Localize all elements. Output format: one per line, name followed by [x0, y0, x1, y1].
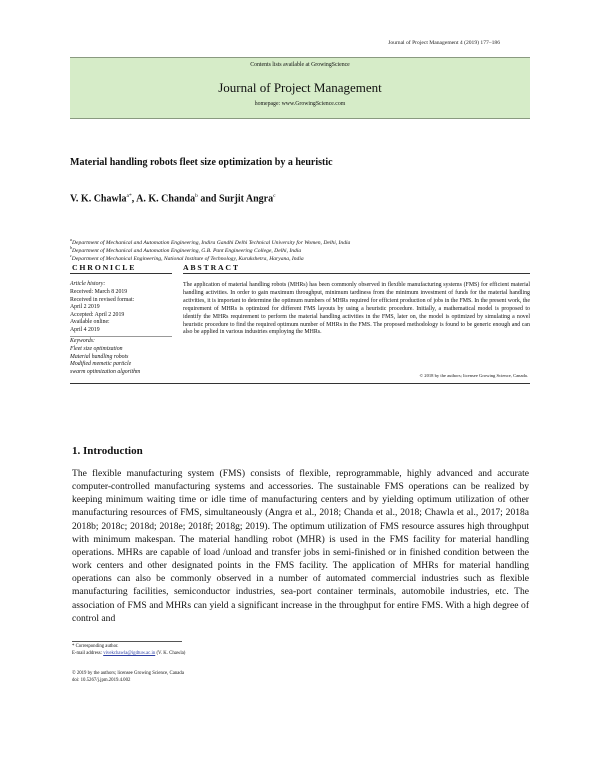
email-link[interactable]: vivekchawla@igdtuw.ac.in: [103, 651, 156, 656]
history-entry: Received: March 8 2019: [70, 289, 128, 295]
abstract-heading: ABSTRACT: [183, 263, 240, 272]
history-label: Article history:: [70, 281, 106, 287]
author-list: [70, 193, 276, 204]
affiliation-text: Department of Mechanical and Automation Engineering, Indira Gandhi Delhi Technical University for Women, Delhi, India: [72, 239, 351, 246]
doi: doi: 10.5267/j.jpm.2019.4.002: [72, 678, 131, 683]
keyword: swarm optimization algorithm: [70, 368, 141, 375]
email-footnote: [72, 651, 185, 656]
history-entry: Available online:: [70, 319, 110, 325]
abstract-rule: [183, 273, 530, 274]
running-head: Journal of Project Management 4 (2019) 177–186: [388, 40, 500, 46]
author-affiliation-mark: a*: [126, 193, 132, 199]
contents-availability-line: Contents lists available at GrowingScience: [250, 62, 350, 68]
abstract-text: The application of material handling robots (MHRs) has been commonly observed in flexible manufacturing systems (FMS) for efficient material handling activities. In order to gain maximum throughput, minimum tardiness from the minimum investment of funds for the material handling activities, it is important to determine the optimum numbers of MHRs required for efficient production of jobs in the FMS. In the present work, the requirement of MHRs is optimized for different FMS layouts by using a heuristic procedure. Initially, a mathematical model is proposed to identify the MHRs requirement to perform the material handling activities in the FMS, later on, the model is optimized by simulating a novel heuristic procedure to find the required optimum number of MHRs in the FMS. The proposed methodology is found to be generic enough and can also be applied in various industries employing the MHRs.: [183, 282, 530, 336]
footnote-rule: [72, 641, 182, 642]
history-entry: Accepted: April 2 2019: [70, 311, 125, 318]
keyword: Fleet size optimization: [70, 346, 123, 352]
author-name: Surjit Angra: [218, 193, 274, 205]
email-owner: (V. K. Chawla): [156, 651, 186, 656]
affiliation-mark: b: [70, 245, 72, 250]
journal-homepage: homepage: www.GrowingScience.com: [254, 101, 346, 107]
journal-name: Journal of Project Management: [218, 80, 382, 95]
affiliation-mark: c: [70, 253, 72, 258]
author-separator: and: [197, 193, 219, 205]
author-affiliation-mark: b: [195, 193, 198, 199]
author-name: V. K. Chawla: [70, 193, 127, 205]
chronicle-heading: CHRONICLE: [72, 263, 137, 272]
corresponding-author-note: * Corresponding author.: [72, 644, 119, 649]
keyword: Material handling robots: [70, 353, 129, 360]
affiliation-mark: a: [70, 237, 72, 242]
section-heading-introduction: 1. Introduction: [72, 445, 143, 457]
chronicle-divider: [70, 336, 172, 337]
author-affiliation-mark: c: [273, 193, 276, 199]
author-separator: ,: [131, 193, 137, 205]
affiliation: [70, 253, 304, 262]
keyword: Modified memetic particle: [70, 361, 132, 367]
affiliation-text: Department of Mechanical Engineering, National Institute of Technology, Kurukshetra, Haryana, India: [71, 255, 304, 262]
email-label: E-mail address:: [72, 651, 102, 656]
history-entry: Received in revised format:: [70, 296, 135, 303]
abstract-copyright: © 2018 by the authors; licensee Growing Science, Canada.: [419, 373, 528, 378]
keywords-label: Keywords:: [70, 338, 95, 344]
chronicle-rule: [70, 273, 172, 274]
article-title: Material handling robots fleet size optimization by a heuristic: [70, 157, 333, 168]
history-entry: April 2 2019: [70, 304, 100, 310]
affiliation-text: Department of Mechanical and Automation Engineering, G.B. Pant Engineering College, Delhi, India: [72, 247, 302, 254]
history-entry: April 4 2019: [70, 326, 100, 333]
author-name: A. K. Chanda: [136, 193, 196, 205]
footer-copyright: © 2019 by the authors; licensee Growing Science, Canada: [72, 671, 184, 676]
journal-header-box: [70, 57, 530, 119]
introduction-paragraph: The flexible manufacturing system (FMS) consists of flexible, reprogrammable, highly advanced and accurate computer-controlled manufacturing systems and accessories. The sustainable FMS operations can be realized by keeping minimum waiting time or idle time of manufacturing centers and by yielding optimum utilization of other manufacturing resources of FMS, simultaneously (Angra et al., 2018; Chanda et al., 2018; Chawla et al., 2017; 2018a 2018b; 2018c; 2018d; 2018e; 2018f; 2018g; 2019). The optimum utilization of FMS resource assures high throughput with minimum makespan. The material handling robot (MHR) is used in the FMS facility for material handling operations. MHRs are capable of load /unload and transfer jobs in semi-finished or in finished condition between the work centers and other designated points in the FMS facility. The application of MHRs for material handling operations can also be commonly observed in a number of automated commercial industries such as flexible manufacturing facilities, semiconductor industries, sea-port container terminals, automobile industries, etc. The association of FMS and MHRs can yield a significant increase in the throughput for entire FMS. With a high degree of control and: [72, 468, 529, 624]
front-matter-rule: [70, 383, 530, 384]
